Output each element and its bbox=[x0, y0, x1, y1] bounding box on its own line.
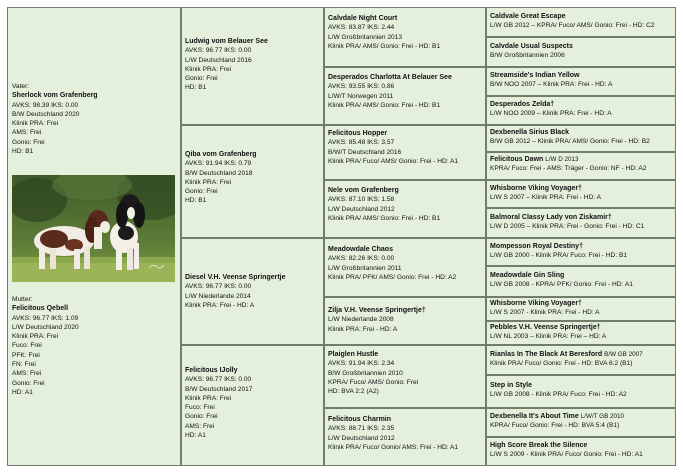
dog-line: AVKS: 83.87 IKS: 2.44 bbox=[328, 24, 395, 32]
dog-line: L/W S 2007 – Klinik PRA: Frei - HD: A bbox=[490, 194, 602, 202]
dog-name: Plaiglen Hustle bbox=[328, 351, 379, 358]
dog-name bbox=[490, 242, 672, 251]
dog-line: AVKS: 96.77 IKS: 0.00 bbox=[185, 376, 252, 384]
dog-line: L/W NOO 2009 – Klinik PRA: Frei - HD: A bbox=[490, 110, 612, 118]
gen2-cell bbox=[181, 125, 324, 238]
dog-name: Ludwig vom Belauer See bbox=[185, 38, 268, 45]
sire-name: Sherlock vom Grafenberg bbox=[12, 92, 98, 100]
dam-line: Gonio: Frei bbox=[12, 379, 45, 387]
gen4-cell bbox=[486, 208, 676, 238]
dog-line: Gonio: Frei bbox=[185, 75, 218, 83]
dog-name-text: Whisborne Viking Voyager† bbox=[490, 185, 582, 192]
gen3-cell bbox=[324, 125, 486, 180]
gen3-cell bbox=[324, 238, 486, 297]
dog-line: Klinik PRA: Frei - HD: A bbox=[185, 301, 255, 309]
dog-line: AVKS: 93.55 IKS: 0.86 bbox=[328, 83, 395, 91]
gen4-cell bbox=[486, 7, 676, 37]
gen4-cell bbox=[486, 238, 676, 266]
dog-line: AVKS: 88.71 IKS: 2.35 bbox=[328, 425, 395, 433]
dog-name bbox=[490, 441, 672, 450]
dog-name-text: Whisborne Viking Voyager† bbox=[490, 300, 582, 307]
dog-name: Nele vom Grafenberg bbox=[328, 187, 399, 194]
gen4-cell bbox=[486, 125, 676, 152]
dog-line: B/W Deutschland 2018 bbox=[185, 169, 253, 177]
dog-line: AVKS: 87.10 IKS: 1.58 bbox=[328, 196, 395, 204]
dog-line: Klinik PRA: Frei bbox=[185, 178, 232, 186]
dog-name-text: Felicitous Dawn bbox=[490, 156, 544, 163]
dam-line: FN: Frei bbox=[12, 361, 36, 369]
dog-name: Meadowdale Chaos bbox=[328, 246, 393, 253]
dog-line: B/W Großbritannien 2006 bbox=[490, 52, 565, 60]
dog-name bbox=[490, 71, 672, 80]
dog-name bbox=[490, 350, 672, 359]
dog-name-suffix: L/W/T GB 2010 bbox=[580, 413, 625, 420]
dog-name bbox=[490, 12, 672, 21]
sire-line: AMS: Frei bbox=[12, 129, 42, 137]
dam-line: Klinik PRA: Frei bbox=[12, 333, 59, 341]
dog-name: Zilja V.H. Veense Springertje† bbox=[328, 307, 426, 314]
dog-line: L/W GB 2008 - KPRA/ PFK/ Gonio: Frei - HD: A1 bbox=[490, 281, 633, 289]
dog-name: Felicitous Hopper bbox=[328, 130, 388, 137]
dog-line: L/W/T Norwegen 2011 bbox=[328, 92, 394, 100]
dog-line: Klinik PRA: Frei bbox=[185, 65, 232, 73]
gen2-cell bbox=[181, 345, 324, 466]
gen4-cell bbox=[486, 375, 676, 408]
dog-name-text: Dexbenella It's About Time bbox=[490, 413, 579, 420]
dog-name-text: High Score Break the Silence bbox=[490, 442, 588, 449]
dog-name bbox=[490, 100, 672, 109]
dog-line: AMS: Frei bbox=[185, 422, 215, 430]
dog-line: HD: A1 bbox=[185, 432, 206, 440]
dog-line: L/W Niederlande 2014 bbox=[185, 292, 251, 300]
dog-name bbox=[490, 155, 672, 164]
dog-line: Klinik PRA/ Fuco/ AMS/ Gonio: Frei - HD: A1 bbox=[328, 157, 459, 165]
dog-name bbox=[490, 184, 672, 193]
dog-line: L/W Deutschland 2016 bbox=[185, 56, 252, 64]
dog-line: KPRA/ Fuco: Frei - AMS: Träger - Gonio: NF - HD: A2 bbox=[490, 165, 647, 173]
dog-line: L/W S 2007 - Klinik PRA: Frei - HD: A bbox=[490, 309, 600, 317]
dog-line: Klinik PRA: Frei - HD: A bbox=[328, 325, 398, 333]
dog-name-text: Pebbles V.H. Veense Springertje† bbox=[490, 324, 601, 331]
dog-name bbox=[490, 271, 672, 280]
dog-line: HD: B1 bbox=[185, 84, 207, 92]
gen3-cell bbox=[324, 180, 486, 238]
dam-line: HD: A1 bbox=[12, 388, 33, 396]
dog-line: AVKS: 91.94 IKS: 0.79 bbox=[185, 160, 252, 168]
dog-name-text: Step in Style bbox=[490, 382, 533, 389]
dam-name: Felicitous Qebell bbox=[12, 305, 69, 313]
dog-line: L/W GB 2000 - Klinik PRA/ Fuco: Frei - HD: B1 bbox=[490, 252, 628, 260]
dog-name-text: Meadowdale Gin Sling bbox=[490, 272, 565, 279]
dog-line: L/W D 2005 – Klinik PRA: Frei - Gonio: Frei - HD: C1 bbox=[490, 223, 645, 231]
sire-line: HD: B1 bbox=[12, 148, 34, 156]
gen4-cell bbox=[486, 321, 676, 345]
dog-name-text: Balmoral Classy Lady von Ziskamir† bbox=[490, 214, 612, 221]
dog-line: L/W GB 2008 - Klinik PRA/ Fuco: Frei - HD: A2 bbox=[490, 391, 627, 399]
gen2-cell bbox=[181, 238, 324, 345]
dog-name: Qiba vom Grafenberg bbox=[185, 151, 257, 158]
dam-line: PFK: Frei bbox=[12, 351, 40, 359]
dog-line: L/W Deutschland 2012 bbox=[328, 205, 395, 213]
sire-block bbox=[12, 82, 98, 156]
dog-line: AVKS: 91.94 IKS: 2.34 bbox=[328, 360, 395, 368]
dog-line: AVKS: 82.26 IKS: 0.00 bbox=[328, 255, 395, 263]
dam-line: AMS: Frei bbox=[12, 370, 42, 378]
dog-name: Felicitous IJolly bbox=[185, 367, 238, 374]
dog-line: B/W/T Deutschland 2016 bbox=[328, 148, 402, 156]
dog-line: Klinik PRA/ AMS/ Gonio: Frei - HD: B1 bbox=[328, 214, 441, 222]
dog-name bbox=[490, 213, 672, 222]
gen3-cell bbox=[324, 408, 486, 466]
dog-name-text: Desperados Zelda† bbox=[490, 101, 555, 108]
sire-line: B/W Deutschland 2020 bbox=[12, 110, 80, 118]
dog-line: HD: B1 bbox=[185, 197, 207, 205]
gen4-cell bbox=[486, 67, 676, 96]
dog-name bbox=[490, 128, 672, 137]
sire-line: AVKS: 98.39 IKS: 0.00 bbox=[12, 101, 79, 109]
dog-line: B/W NOO 2007 – Klinik PRA: Frei - HD: A bbox=[490, 81, 613, 89]
dog-name-text: Calvdale Usual Suspects bbox=[490, 43, 573, 50]
dog-line: B/W GB 2012 – Klinik PRA/ AMS/ Gonio: Frei - HD: B2 bbox=[490, 138, 650, 146]
gen4-cell bbox=[486, 297, 676, 321]
dogs-photo bbox=[12, 175, 175, 282]
dog-name: Felicitous Charmin bbox=[328, 416, 392, 423]
dog-line: L/W GB 2012 – KPRA/ Fuco/ AMS/ Gonio: Frei - HD: C2 bbox=[490, 22, 655, 30]
dog-line: L/W Großbritannien 2011 bbox=[328, 264, 402, 272]
dog-line: Klinik PRA/ AMS/ Gonio: Frei - HD: B1 bbox=[328, 42, 441, 50]
dog-name-text: Caldvale Great Escape bbox=[490, 13, 566, 20]
dog-line: AVKS: 96.77 IKS: 0.00 bbox=[185, 47, 252, 55]
dog-name: Calvdale Night Court bbox=[328, 15, 398, 22]
gen3-cell bbox=[324, 345, 486, 408]
gen3-cell bbox=[324, 7, 486, 67]
dam-block bbox=[12, 295, 79, 397]
dog-line: AVKS: 85.48 IKS: 3.57 bbox=[328, 139, 395, 147]
dog-line: L/W S 2009 - Klinik PRA/ Fuco/ Gonio: Frei - HD: A1 bbox=[490, 451, 643, 459]
dog-line: Klinik PRA/ Fuco/ Gonio: Frei - HD: BVA 6:2 (B1) bbox=[490, 360, 633, 368]
dog-line: Gonio: Frei bbox=[185, 188, 218, 196]
dog-line: Klinik PRA/ Fuco/ Gonio/ AMS: Frei - HD: A1 bbox=[328, 443, 459, 451]
dog-line: L/W Niederlande 2008 bbox=[328, 316, 394, 324]
dog-name bbox=[490, 412, 672, 421]
dam-line: L/W Deutschland 2020 bbox=[12, 323, 79, 331]
gen2-cell bbox=[181, 7, 324, 125]
dog-line: B/W Großbritannien 2010 bbox=[328, 369, 403, 377]
dog-name-text: Rianlas In The Black At Beresford bbox=[490, 351, 603, 358]
dam-line: Fuco: Frei bbox=[12, 342, 42, 350]
dog-line: Klinik PRA: Frei bbox=[185, 394, 232, 402]
gen4-cell bbox=[486, 37, 676, 67]
dog-line: L/W Großbritannien 2013 bbox=[328, 33, 403, 41]
dog-line: Fuco: Frei bbox=[185, 404, 215, 412]
sire-line: Klinik PRA: Frei bbox=[12, 120, 59, 128]
dog-line: L/W NL 2003 – Klinik PRA: Frei – HD: A bbox=[490, 333, 607, 341]
dog-name-text: Dexbenella Sirius Black bbox=[490, 129, 569, 136]
dog-name: Diesel V.H. Veense Springertje bbox=[185, 274, 286, 281]
dog-name bbox=[490, 323, 672, 332]
sire-heading: Vater: bbox=[12, 83, 30, 90]
dog-name-suffix: B/W GB 2007 bbox=[604, 351, 643, 358]
dog-line: Klinik PRA/ PFK/ AMS/ Gonio: Frei - HD: A2 bbox=[328, 273, 457, 281]
dog-line: HD: BVA 2:2 (A2) bbox=[328, 388, 379, 396]
sire-line: Gonio: Frei bbox=[12, 138, 45, 146]
dog-name bbox=[490, 381, 672, 390]
gen4-cell bbox=[486, 96, 676, 125]
gen4-cell bbox=[486, 152, 676, 180]
gen4-cell bbox=[486, 266, 676, 297]
dog-name bbox=[490, 42, 672, 51]
dam-line: AVKS: 96.77 IKS: 1.09 bbox=[12, 314, 79, 322]
dog-name-suffix: L/W D 2013 bbox=[545, 156, 579, 163]
gen3-cell bbox=[324, 67, 486, 125]
gen4-cell bbox=[486, 408, 676, 437]
dog-line: KPRA/ Fuco/ AMS/ Gonio: Frei bbox=[328, 378, 419, 386]
dog-line: L/W Deutschland 2012 bbox=[328, 434, 395, 442]
dog-name bbox=[490, 299, 672, 308]
dogs-photo-image bbox=[12, 175, 175, 282]
gen4-cell bbox=[486, 345, 676, 375]
dog-name: Desperados Charlotta At Belauer See bbox=[328, 74, 452, 81]
gen4-cell bbox=[486, 180, 676, 208]
dog-name-text: Streamside's Indian Yellow bbox=[490, 72, 580, 79]
dog-line: Gonio: Frei bbox=[185, 413, 218, 421]
gen3-cell bbox=[324, 297, 486, 345]
dam-heading: Mutter: bbox=[12, 296, 33, 303]
dog-line: B/W Deutschland 2017 bbox=[185, 385, 253, 393]
dog-line: AVKS: 96.77 IKS: 0.00 bbox=[185, 283, 252, 291]
dog-line: KPRA/ Fuco/ Gonio: Frei - HD: BVA 5:4 (B1) bbox=[490, 422, 620, 430]
gen4-cell bbox=[486, 437, 676, 466]
dog-line: Klinik PRA/ AMS/ Gonio: Frei - HD: B1 bbox=[328, 101, 441, 109]
dog-name-text: Mompesson Royal Destiny† bbox=[490, 243, 583, 250]
